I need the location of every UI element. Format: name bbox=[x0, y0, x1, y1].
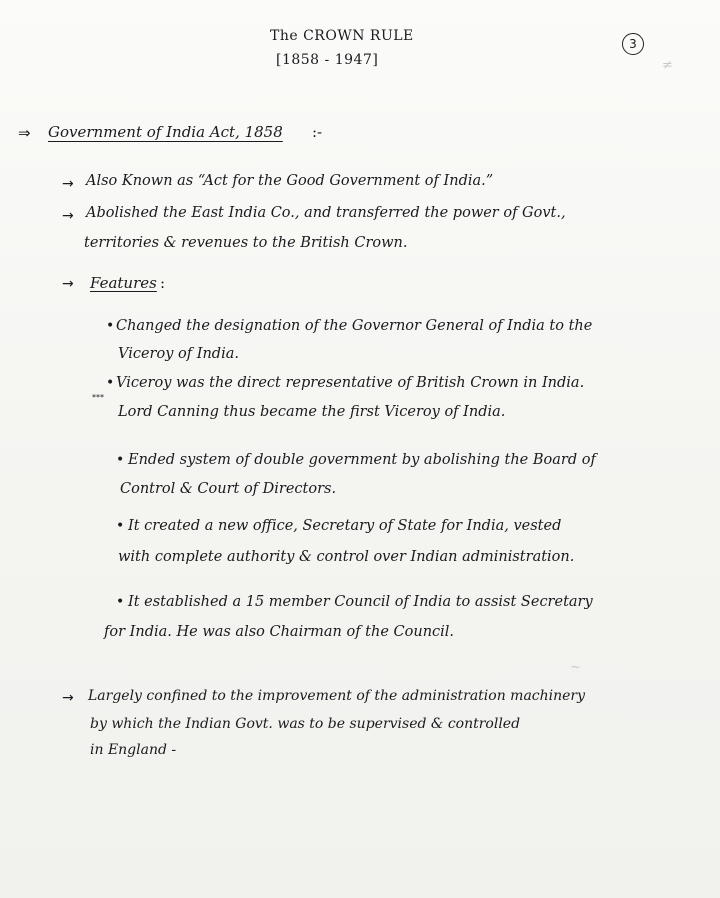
point-line: territories & revenues to the British Crown. bbox=[84, 235, 408, 251]
arrow-icon: → bbox=[62, 176, 74, 192]
date-range: [1858 - 1947] bbox=[276, 52, 379, 68]
feature-line: It established a 15 member Council of India to assist Secretary bbox=[128, 594, 593, 610]
bullet-icon: • bbox=[116, 518, 125, 534]
arrow-icon: → bbox=[62, 208, 74, 224]
point-line: Abolished the East India Co., and transferred the power of Govt., bbox=[86, 205, 566, 221]
feature-line: with complete authority & control over Indian administration. bbox=[118, 549, 575, 565]
bullet-icon: • bbox=[116, 594, 125, 610]
bullet-icon: • bbox=[116, 452, 125, 468]
page-number-badge: 3 bbox=[622, 33, 644, 55]
small-mark: *** bbox=[92, 393, 104, 402]
arrow-icon: → bbox=[62, 276, 74, 292]
feature-line: Viceroy was the direct representative of British Crown in India. bbox=[116, 375, 585, 391]
feature-line: for India. He was also Chairman of the Council. bbox=[104, 624, 455, 640]
show-through-mark: ≠ bbox=[662, 58, 673, 73]
page-title: The CROWN RULE bbox=[270, 28, 414, 44]
features-colon: : bbox=[160, 274, 166, 292]
double-arrow-icon: ⇒ bbox=[18, 124, 31, 142]
closing-line: by which the Indian Govt. was to be supervised & controlled bbox=[90, 716, 521, 732]
show-through-mark: ~ bbox=[570, 660, 581, 675]
feature-line: Ended system of double government by abolishing the Board of bbox=[128, 452, 596, 468]
feature-line: Lord Canning thus became the first Viceroy of India. bbox=[118, 404, 506, 420]
feature-line: Control & Court of Directors. bbox=[120, 481, 337, 497]
closing-line: in England - bbox=[90, 742, 177, 758]
feature-line: Changed the designation of the Governor General of India to the bbox=[116, 318, 593, 334]
bullet-icon: • bbox=[106, 375, 115, 391]
arrow-icon: → bbox=[62, 690, 74, 706]
section-heading-tail: :- bbox=[312, 123, 323, 141]
section-heading: Government of India Act, 1858 bbox=[48, 123, 283, 141]
features-label: Features bbox=[90, 274, 157, 292]
bullet-icon: • bbox=[106, 318, 115, 334]
feature-line: It created a new office, Secretary of State for India, vested bbox=[128, 518, 562, 534]
closing-line: Largely confined to the improvement of the administration machinery bbox=[88, 688, 586, 704]
point-line: Also Known as “Act for the Good Government of India.” bbox=[86, 173, 494, 189]
feature-line: Viceroy of India. bbox=[118, 346, 239, 362]
